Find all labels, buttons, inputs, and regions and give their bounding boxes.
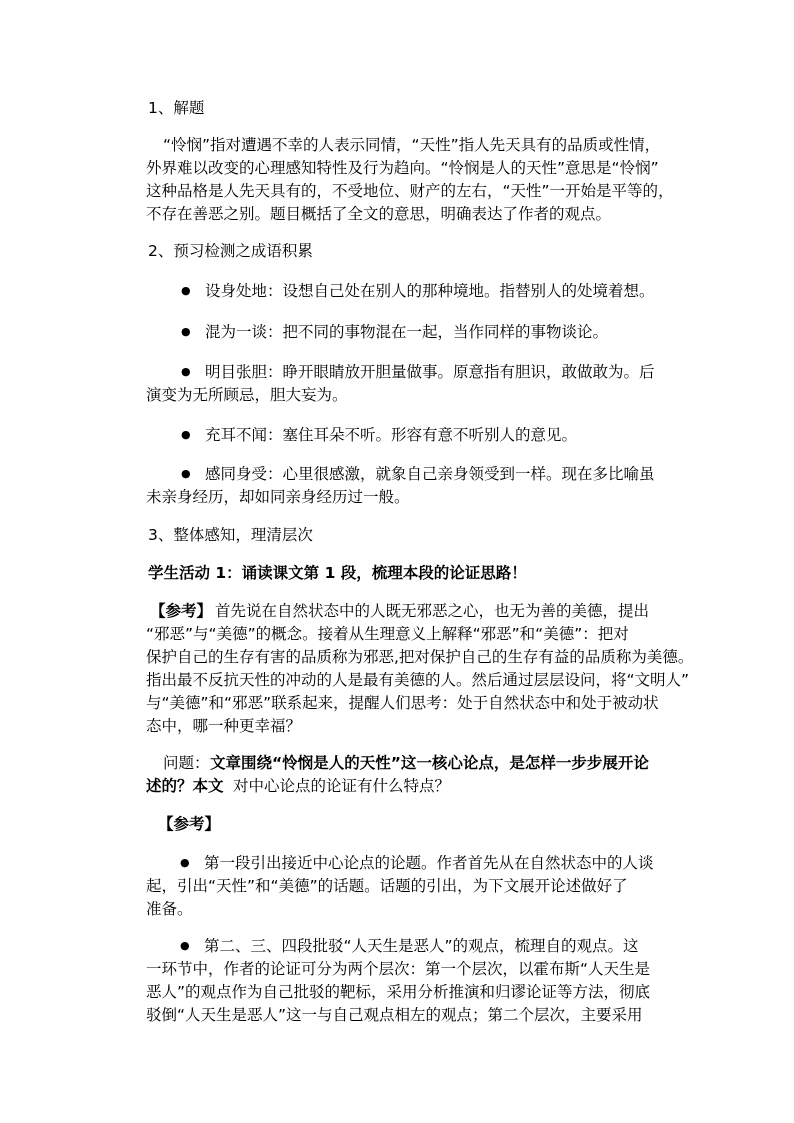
reference-line-1: 首先说在自然状态中的人既无邪恶之心，也无为善的美德，提出: [215, 602, 650, 620]
section-2-heading: 2、预习检测之成语积累: [148, 242, 313, 260]
section-3-heading: 3、整体感知，理清层次: [148, 526, 313, 544]
bullet-icon: ●: [181, 467, 191, 480]
section-1-line-2: 外界难以改变的心理感知特性及行为趋向。“怜悯是人的天性”意思是“怜悯”: [146, 159, 659, 177]
idiom-item-3-line-2: 演变为无所顾忌，胆大妄为。: [146, 386, 348, 404]
section-1-line-4: 不存在善恶之别。题目概括了全文的意思，明确表达了作者的观点。: [146, 205, 612, 223]
bullet-icon: ●: [180, 939, 190, 952]
bullet-icon: ●: [180, 856, 190, 869]
student-activity-1: 学生活动 1：诵读课文第 1 段，梳理本段的论证思路！: [148, 564, 527, 582]
point-2-line-4: 驳倒“人天生是恶人”这一与自己观点相左的观点；第二个层次，主要采用: [146, 1006, 643, 1024]
bullet-icon: ●: [181, 325, 191, 338]
bullet-icon: ●: [181, 284, 191, 297]
reference-line-5: 与“美德”和“邪恶”联系起来，提醒人们思考：处于自然状态中和处于被动状: [146, 694, 659, 712]
section-1-line-1: “怜悯”指对遭遇不幸的人表示同情，“天性”指人先天具有的品质或性情，: [163, 136, 661, 154]
bullet-icon: ●: [181, 365, 191, 378]
question-line-2-rest: 对中心论点的论证有什么特点？: [233, 777, 451, 795]
reference-line-3: 保护自己的生存有害的品质称为邪恶,把对保护自己的生存有益的品质称为美德。: [146, 648, 694, 666]
point-1-line-3: 准备。: [146, 900, 193, 918]
reference-line-2: “邪恶”与“美德”的概念。接着从生理意义上解释“邪恶”和“美德”：把对: [146, 625, 629, 643]
idiom-item-1: 设身处地：设想自己处在别人的那种境地。指替别人的处境着想。: [205, 282, 655, 300]
section-1-heading: 1、解题: [148, 99, 205, 117]
reference-line-4: 指出最不反抗天性的冲动的人是最有美德的人。然后通过层层设问，将“文明人”: [146, 671, 690, 689]
idiom-item-4: 充耳不闻：塞住耳朵不听。形容有意不听别人的意见。: [205, 426, 578, 444]
question-line-1: 文章围绕“怜悯是人的天性”这一核心论点，是怎样一步步展开论: [210, 754, 649, 772]
reference-2-label: 【参考】: [158, 815, 221, 833]
point-2-line-1: 第二、三、四段批驳“人天生是恶人”的观点，梳理自的观点。这: [204, 937, 639, 955]
reference-line-6: 态中，哪一种更幸福？: [146, 717, 302, 735]
idiom-item-5-line-1: 感同身受：心里很感激，就象自己亲身领受到一样。现在多比喻虽: [205, 465, 655, 483]
bullet-icon: ●: [181, 428, 191, 441]
question-line-2-bold: 述的？本文: [146, 777, 224, 795]
point-2-line-2: 一环节中，作者的论证可分为两个层次：第一个层次，以霍布斯“人天生是: [146, 960, 651, 978]
idiom-item-3-line-1: 明目张胆：睁开眼睛放开胆量做事。原意指有胆识，敢做敢为。后: [205, 363, 655, 381]
section-1-line-3: 这种品格是人先天具有的，不受地位、财产的左右，“天性”一开始是平等的，: [146, 182, 674, 200]
idiom-item-2: 混为一谈：把不同的事物混在一起，当作同样的事物谈论。: [205, 323, 609, 341]
reference-label: 【参考】: [150, 602, 213, 620]
point-2-line-3: 恶人”的观点作为自己批驳的靶标，采用分析推演和归谬论证等方法，彻底: [146, 983, 651, 1001]
question-prefix: 问题：: [163, 754, 210, 772]
point-1-line-1: 第一段引出接近中心论点的论题。作者首先从在自然状态中的人谈: [204, 854, 654, 872]
idiom-item-5-line-2: 未亲身经历，却如同亲身经历过一般。: [146, 488, 410, 506]
point-1-line-2: 起，引出“天性”和“美德”的话题。话题的引出，为下文展开论述做好了: [146, 877, 628, 895]
